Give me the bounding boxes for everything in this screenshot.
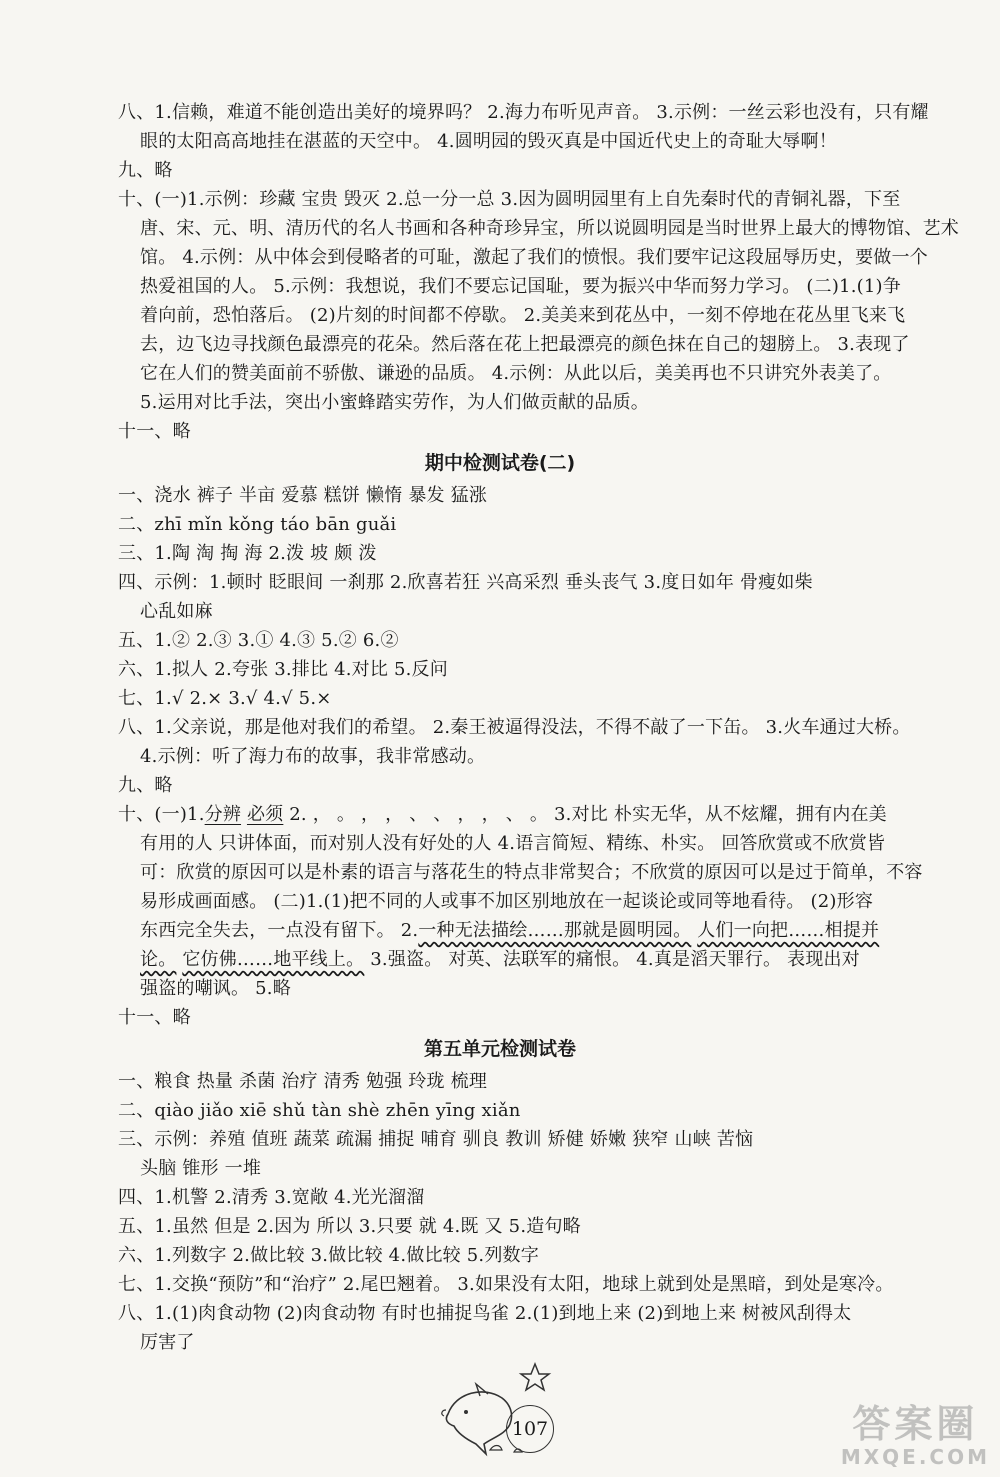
text-line: 六、1.列数字 2.做比较 3.做比较 4.做比较 5.列数字 — [118, 1245, 539, 1266]
text-span: 3.强盗。 对英、法联军的痛恨。 4.真是滔天罪行。 表现出对 — [364, 949, 860, 970]
wavy-underlined-sentence: 论。 — [140, 949, 177, 970]
text-line: 六、1.拟人 2.夸张 3.排比 4.对比 5.反问 — [118, 659, 448, 680]
text-line: 厉害了 — [140, 1332, 195, 1353]
dolphin-icon — [440, 1352, 570, 1462]
text-line: 热爱祖国的人。 5.示例：我想说，我们不要忘记国耻，要为振兴中华而努力学习。 (二)1.(1)争 — [140, 276, 901, 297]
text-line: 七、1.√ 2.× 3.√ 4.√ 5.× — [118, 688, 332, 709]
text-line: 它在人们的赞美面前不骄傲、谦逊的品质。 4.示例：从此以后，美美再也不只讲究外表美了。 — [140, 363, 892, 384]
text-line: 八、1.(1)肉食动物 (2)肉食动物 有时也捕捉鸟雀 2.(1)到地上来 (2)到地上来 树被风刮得太 — [118, 1303, 852, 1324]
section-title: 期中检测试卷(二) — [424, 452, 576, 474]
text-span: 十、(一)1. — [118, 804, 205, 825]
wavy-underlined-sentence: 人们一向把……相提并 — [697, 920, 880, 941]
text-line: 可：欣赏的原因可以是朴素的语言与落花生的特点非常契合；不欣赏的原因可以是过于简单，不容 — [140, 862, 923, 883]
text-line: 唐、宋、元、明、清历代的名人书画和各种奇珍异宝，所以说圆明园是当时世界上最大的博物馆、艺术 — [140, 218, 959, 239]
text-line — [140, 946, 860, 974]
text-line: 五、1.虽然 但是 2.因为 所以 3.只要 就 4.既 又 5.造句略 — [118, 1216, 581, 1237]
text-span: 东西完全失去，一点没有留下。 2. — [140, 920, 419, 941]
text-span: 2. ， 。 ， ， 、 、 ， ， 、 。 3.对比 朴实无华，从不炫耀，拥有内在美 — [283, 804, 887, 825]
text-line: 强盗的嘲讽。 5.略 — [140, 978, 291, 999]
wavy-underlined-sentence: 一种无法描绘……那就是圆明园。 — [418, 920, 692, 941]
text-line: 眼的太阳高高地挂在湛蓝的天空中。 4.圆明园的毁灭真是中国近代史上的奇耻大辱啊！ — [140, 131, 837, 152]
text-line — [140, 917, 879, 945]
text-line: 4.示例：听了海力布的故事，我非常感动。 — [140, 746, 486, 767]
text-line: 5.运用对比手法，突出小蜜蜂踏实劳作，为人们做贡献的品质。 — [140, 392, 649, 413]
text-line: 头脑 锥形 一堆 — [140, 1158, 262, 1179]
text-line: 十一、略 — [118, 421, 191, 442]
text-line: 一、浇水 裤子 半亩 爱慕 糕饼 懒惰 暴发 猛涨 — [118, 485, 488, 506]
text-line: 有用的人 只讲体面，而对别人没有好处的人 4.语言简短、精练、朴实。 回答欣赏或不欣赏皆 — [140, 833, 886, 854]
text-line: 八、1.父亲说，那是他对我们的希望。 2.秦王被逼得没法，不得不敲了一下缶。 3.火车通过大桥。 — [118, 717, 911, 738]
text-line: 九、略 — [118, 775, 173, 796]
text-line: 着向前，恐怕落后。 (2)片刻的时间都不停歇。 2.美美来到花丛中，一刻不停地在花丛里飞来飞 — [140, 305, 906, 326]
section-title: 第五单元检测试卷 — [423, 1038, 576, 1060]
text-line: 易形成画面感。 (二)1.(1)把不同的人或事不加区别地放在一起谈论或同等地看待。 (2)形容 — [140, 891, 874, 912]
text-line: 九、略 — [118, 160, 173, 181]
text-line: 七、1.交换“预防”和“治疗” 2.尾巴翘着。 3.如果没有太阳，地球上就到处是黑暗，到处是寒冷。 — [118, 1274, 894, 1295]
underlined-word: 必须 — [246, 804, 284, 825]
text-line: 三、1.陶 淘 掏 海 2.泼 坡 颇 泼 — [118, 543, 377, 564]
text-line: 一、粮食 热量 杀菌 治疗 清秀 勉强 玲珑 梳理 — [118, 1071, 488, 1092]
text-line: 五、1.② 2.③ 3.① 4.③ 5.② 6.② — [118, 630, 399, 651]
text-line: 三、示例：养殖 值班 蔬菜 疏漏 捕捉 哺育 驯良 教训 矫健 娇嫩 狭窄 山峡 苦恼 — [118, 1129, 754, 1150]
text-line: 二、zhī mǐn kǒng táo bān guǎi — [118, 514, 397, 535]
text-line: 二、qiào jiǎo xiē shǔ tàn shè zhēn yīng xiǎn — [118, 1100, 521, 1121]
watermark-title: 答案圈 — [852, 1402, 979, 1446]
text-line: 十一、略 — [118, 1007, 191, 1028]
wavy-underlined-sentence: 它仿佛……地平线上。 — [182, 949, 365, 970]
text-line — [118, 801, 887, 829]
text-line: 十、(一)1.示例：珍藏 宝贵 毁灭 2.总一分一总 3.因为圆明园里有上自先秦时代的青铜礼器，下至 — [118, 189, 901, 210]
text-line: 去，边飞边寻找颜色最漂亮的花朵。然后落在花上把最漂亮的颜色抹在自己的翅膀上。 3.表现了 — [140, 334, 910, 355]
underlined-word: 分辨 — [204, 804, 242, 825]
watermark — [841, 1403, 990, 1469]
text-line: 四、示例：1.顿时 眨眼间 一刹那 2.欣喜若狂 兴高采烈 垂头丧气 3.度日如年 骨瘦如柴 — [118, 572, 813, 593]
text-line: 四、1.机警 2.清秀 3.宽敞 4.光光溜溜 — [118, 1187, 425, 1208]
text-line: 心乱如麻 — [140, 601, 213, 622]
watermark-url: MXQE.COM — [840, 1445, 990, 1469]
text-line: 八、1.信赖，难道不能创造出美好的境界吗？ 2.海力布听见声音。 3.示例：一丝云彩也没有，只有耀 — [118, 102, 929, 123]
page-number: 107 — [506, 1405, 554, 1453]
text-line: 馆。 4.示例：从中体会到侵略者的可耻，激起了我们的愤恨。我们要牢记这段屈辱历史，要做一个 — [140, 247, 928, 268]
